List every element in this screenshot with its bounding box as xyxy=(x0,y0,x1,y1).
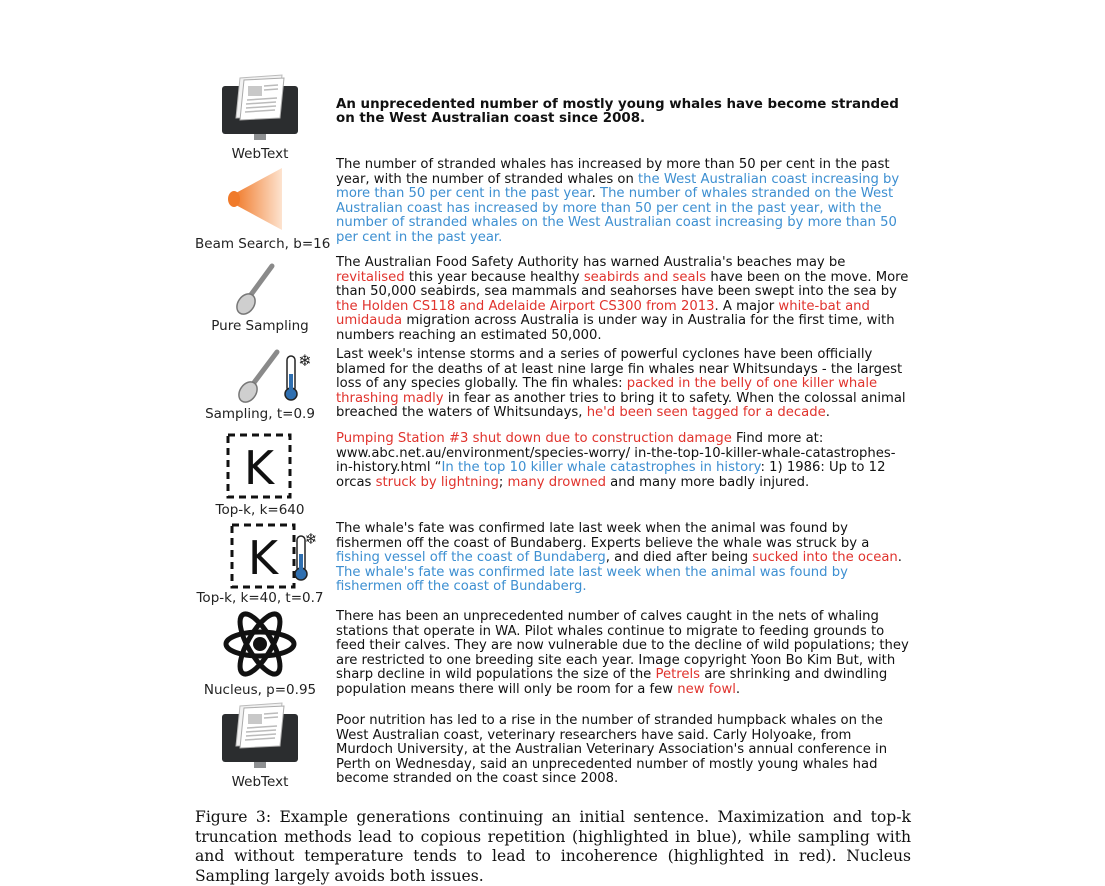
row-icon-col xyxy=(195,72,325,162)
row-text xyxy=(336,714,911,787)
row-label: Nucleus, p=0.95 xyxy=(203,682,317,698)
text-segment: . A major xyxy=(714,298,779,314)
row-label: Beam Search, b=16 xyxy=(195,236,331,252)
text-segment: this year because healthy xyxy=(404,269,584,285)
incoherence-segment: the Holden CS118 and Adelaide Airport CS300 from 2013 xyxy=(336,298,715,314)
svg-text:K: K xyxy=(247,531,279,585)
row-icon-col xyxy=(195,164,331,252)
text-segment: have been on the move. More than 50,000 seabirds, sea mammals and seahorses have been swept into the sea by xyxy=(336,269,909,300)
prompt-text: An unprecedented number of mostly young whales have become stranded on the West Australian coast since 2008. xyxy=(336,97,899,126)
text-segment: . xyxy=(897,550,902,566)
monitor-newspaper-icon xyxy=(220,700,300,772)
row-label: Top-k, k=640 xyxy=(215,502,305,518)
row-topk-640 xyxy=(195,432,915,518)
text-segment: Poor nutrition has led to a rise in the number of stranded humpback whales on the West Australian coast, veterinary researchers have said. Carly Holyoake, from Murdoch University, at the Australian Veterinary Association's annual conference in Perth on Wednesday, said an unprecedented number of mostly young whales had become stranded on the coast since 2008. xyxy=(336,713,888,787)
row-beam-search xyxy=(195,158,915,254)
svg-text:K: K xyxy=(243,441,275,495)
text-segment: Find more at: www.abc.net.au/environment/species-worry/ in-the-top-10-killer-whale-catastrophes-in-history.html “ xyxy=(336,431,896,476)
text-segment: are shrinking and dwindling population means there will only be room for a few xyxy=(336,667,888,697)
row-pure-sampling xyxy=(195,256,915,346)
incoherence-segment: Pumping Station #3 shut down due to construction damage xyxy=(336,431,732,446)
row-sampling-temp xyxy=(195,348,915,426)
text-segment: ; xyxy=(498,474,508,490)
text-segment: Last week's intense storms and a series of powerful cyclones have been officially blamed for the deaths of at least nine large fin whales near Whitsundays - the largest loss of any species globally. The fin whales: xyxy=(336,347,903,392)
incoherence-segment: seabirds and seals xyxy=(583,269,707,285)
text-segment: , and died after being xyxy=(605,550,753,566)
atom-icon xyxy=(220,608,300,680)
row-text xyxy=(336,158,911,246)
row-text xyxy=(336,98,911,126)
text-segment: The Australian Food Safety Authority has warned Australia's beaches may be xyxy=(336,255,846,270)
k-box-thermometer-icon xyxy=(205,522,318,590)
text-segment: . xyxy=(735,681,741,697)
text-segment: . xyxy=(825,405,830,421)
text-segment: . xyxy=(591,186,601,202)
repetition-segment: In the top 10 killer whale catastrophes in history xyxy=(441,460,761,476)
incoherence-segment: new fowl xyxy=(677,681,736,697)
incoherence-segment: he'd been seen tagged for a decade xyxy=(586,405,826,421)
incoherence-segment: revitalised xyxy=(336,269,405,285)
figure-caption: Figure 3: Example generations continuing an initial sentence. Maximization and top-k truncation methods lead to copious repetition (highlighted in blue), while sampling with and without temperature tends to lead to incoherence (highlighted in red). Nucleus Sampling largely avoids both issues. xyxy=(195,808,911,885)
text-segment: : 1) 1986: Up to 12 orcas xyxy=(336,460,886,490)
repetition-segment: fishing vessel off the coast of Bundaberg xyxy=(336,550,606,566)
monitor-newspaper-icon xyxy=(220,72,300,144)
row-text xyxy=(336,432,911,490)
row-label: Top-k, k=40, t=0.7 xyxy=(196,590,324,606)
incoherence-segment: white-bat and umidauda xyxy=(336,298,870,329)
row-icon-col xyxy=(195,522,325,606)
spoon-thermometer-icon xyxy=(205,348,315,404)
incoherence-segment: sucked into the ocean xyxy=(752,550,898,566)
row-icon-col xyxy=(195,260,325,334)
row-label: Sampling, t=0.9 xyxy=(205,406,315,422)
incoherence-segment: Petrels xyxy=(655,667,701,683)
row-icon-col xyxy=(195,348,325,422)
text-segment: in fear as another tries to bring it to safety. When the colossal animal breached the waters of Whitsundays, xyxy=(336,390,906,421)
row-label: WebText xyxy=(231,774,289,790)
row-webtext-continuation xyxy=(195,700,915,792)
text-segment: and many more badly injured. xyxy=(605,474,810,490)
repetition-segment: The number of whales stranded on the West Australian coast has increased by more than 50 per cent in the past year, with the number of stranded whales on the West Australian coast increasing by more than 50 per cent in the past year. xyxy=(336,186,897,245)
k-box-icon xyxy=(225,432,295,500)
incoherence-segment: many drowned xyxy=(507,474,606,490)
repetition-segment: the West Australian coast increasing by more than 50 per cent in the past year xyxy=(336,171,900,202)
spoon-icon xyxy=(220,260,300,316)
row-text xyxy=(336,348,911,421)
text-segment: The whale's fate was confirmed late last week when the animal was found by fishermen off the coast of Bundaberg. Experts believe the whale was struck by a xyxy=(336,521,870,551)
svg-text:❄: ❄ xyxy=(304,530,318,548)
row-text xyxy=(336,256,911,344)
row-icon-col xyxy=(195,608,325,698)
row-webtext-prompt xyxy=(195,72,915,162)
repetition-segment: The whale's fate was confirmed late last week when the animal was found by fishermen off the coast of Bundaberg. xyxy=(336,564,848,595)
row-label: Pure Sampling xyxy=(211,318,309,334)
row-label: WebText xyxy=(231,146,289,162)
text-segment: There has been an unprecedented number of calves caught in the nets of whaling stations that operate in WA. Pilot whales continue to migrate to feeding grounds to feed their calves. They are now vulnerable due to the decline of wild populations; they are restricted to one breeding site each year. Image copyright Yoon Bo Kim But, with sharp decline in wild populations the size of the xyxy=(336,609,909,683)
incoherence-segment: struck by lightning xyxy=(375,474,499,490)
row-icon-col xyxy=(195,432,325,518)
row-text xyxy=(336,522,911,595)
row-nucleus xyxy=(195,608,915,700)
row-icon-col xyxy=(195,700,325,790)
svg-text:❄: ❄ xyxy=(298,351,312,370)
text-segment: migration across Australia is under way in Australia for the first time, with numbers reaching an estimated 50,000. xyxy=(336,313,895,343)
text-segment: The number of stranded whales has increased by more than 50 per cent in the past year, with the number of stranded whales on xyxy=(336,157,890,187)
incoherence-segment: packed in the belly of one killer whale thrashing madly xyxy=(336,376,878,406)
row-topk-40-temp xyxy=(195,522,915,608)
row-text xyxy=(336,610,911,698)
beam-cone-icon xyxy=(220,164,300,234)
